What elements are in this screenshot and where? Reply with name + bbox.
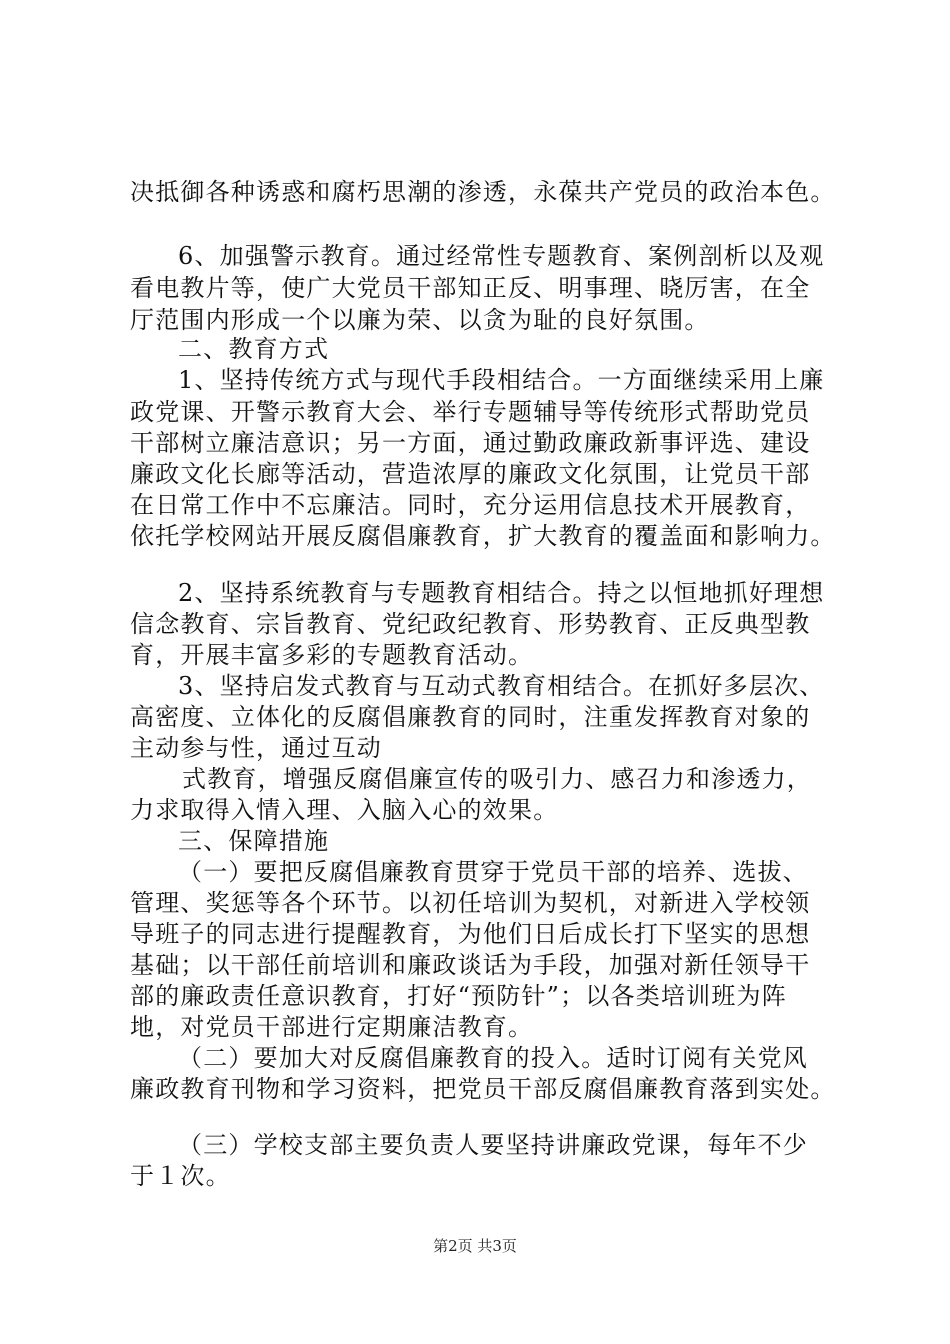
- paragraph-line: 在日常工作中不忘廉洁。同时，充分运用信息技术开展教育，: [130, 491, 811, 519]
- paragraph-line: 主动参与性，通过互动: [130, 734, 382, 762]
- paragraph-line: 式教育，增强反腐倡廉宣传的吸引力、感召力和渗透力，: [182, 765, 812, 793]
- paragraph-line: 6、加强警示教育。通过经常性专题教育、案例剖析以及观: [178, 242, 825, 270]
- paragraph-line: 厅范围内形成一个以廉为荣、以贪为耻的良好氛围。: [130, 306, 710, 334]
- paragraph-line: （一）要把反腐倡廉教育贯穿于党员干部的培养、选拔、: [178, 858, 808, 886]
- paragraph-line: 依托学校网站开展反腐倡廉教育，扩大教育的覆盖面和影响力。: [130, 522, 836, 550]
- paragraph-line: 管理、奖惩等各个环节。以初任培训为契机，对新进入学校领: [130, 889, 811, 917]
- paragraph-line: 2、坚持系统教育与专题教育相结合。持之以恒地抓好理想: [178, 579, 825, 607]
- paragraph-line: （二）要加大对反腐倡廉教育的投入。适时订阅有关党风: [178, 1044, 808, 1072]
- paragraph-line: 于１次。: [130, 1162, 231, 1190]
- paragraph-line: 看电教片等，使广大党员干部知正反、明事理、晓厉害，在全: [130, 274, 811, 302]
- paragraph-line: 导班子的同志进行提醒教育，为他们日后成长打下坚实的思想: [130, 920, 811, 948]
- paragraph-line: 干部树立廉洁意识；另一方面，通过勤政廉政新事评选、建设: [130, 429, 811, 457]
- paragraph-line: 地，对党员干部进行定期廉洁教育。: [130, 1013, 534, 1041]
- paragraph-line: 力求取得入情入理、入脑入心的效果。: [130, 796, 559, 824]
- paragraph-line: 政党课、开警示教育大会、举行专题辅导等传统形式帮助党员: [130, 398, 811, 426]
- paragraph-line: 决抵御各种诱惑和腐朽思潮的渗透，永葆共产党员的政治本色。: [130, 178, 836, 206]
- paragraph-line: 部的廉政责任意识教育，打好“预防针”；以各类培训班为阵: [130, 982, 787, 1010]
- section-heading: 三、保障措施: [178, 827, 330, 855]
- page-footer: 第2页 共3页: [433, 1237, 517, 1255]
- paragraph-line: 1、坚持传统方式与现代手段相结合。一方面继续采用上廉: [178, 366, 825, 394]
- paragraph-line: 育，开展丰富多彩的专题教育活动。: [130, 641, 534, 669]
- paragraph-line: 廉政教育刊物和学习资料，把党员干部反腐倡廉教育落到实处。: [130, 1075, 836, 1103]
- paragraph-line: （三）学校支部主要负责人要坚持讲廉政党课，每年不少: [178, 1131, 808, 1159]
- paragraph-line: 基础；以干部任前培训和廉政谈话为手段，加强对新任领导干: [130, 951, 811, 979]
- paragraph-line: 信念教育、宗旨教育、党纪政纪教育、形势教育、正反典型教: [130, 610, 811, 638]
- paragraph-line: 3、坚持启发式教育与互动式教育相结合。在抓好多层次、: [178, 672, 825, 700]
- paragraph-line: 廉政文化长廊等活动，营造浓厚的廉政文化氛围，让党员干部: [130, 460, 811, 488]
- section-heading: 二、教育方式: [178, 335, 330, 363]
- paragraph-line: 高密度、立体化的反腐倡廉教育的同时，注重发挥教育对象的: [130, 703, 811, 731]
